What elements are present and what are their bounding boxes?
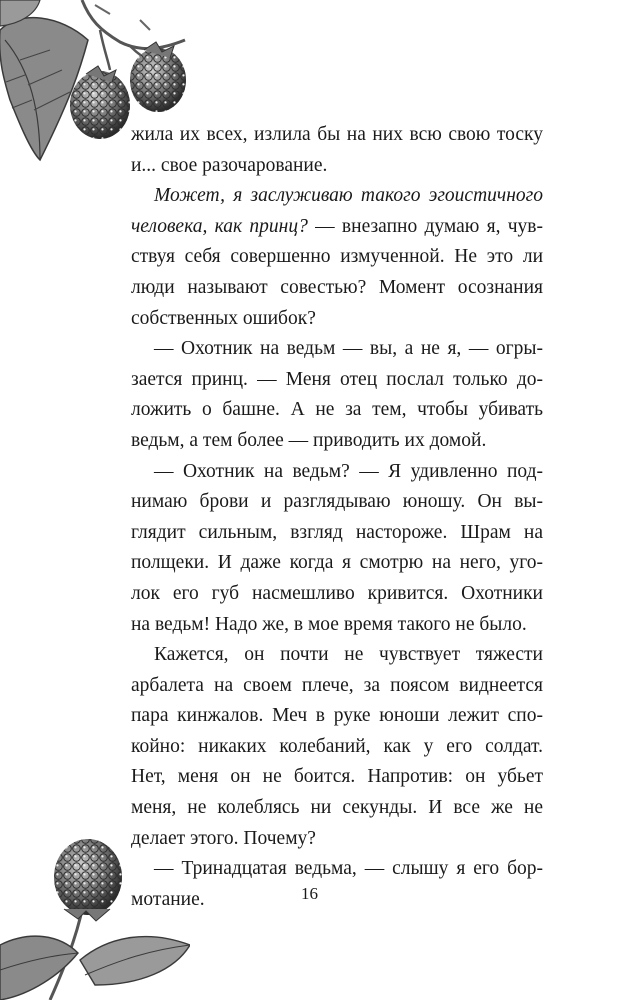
line-text: ствуя себя совершенно измученной. Не это ли [131, 246, 543, 268]
line-text: глядит сильным, взгляд настороже. Шрам на [131, 521, 543, 543]
line-text: — внезапно думаю я, чув- [307, 215, 543, 237]
page-body-text [131, 120, 543, 915]
line-text: Кажется, он почти не чувствует тяжести [154, 644, 543, 666]
line-text: койно: никаких колебаний, как у его солдат. [131, 735, 543, 757]
line-text: — Охотник на ведьм — вы, а не я, — огры- [154, 338, 543, 360]
text-line [131, 854, 543, 885]
line-text: зается принц. — Меня отец послал только до- [131, 368, 543, 390]
text-line [131, 426, 543, 457]
text-line [131, 610, 543, 641]
text-line [131, 640, 543, 671]
line-text: лок его губ насмешливо кривится. Охотники [131, 582, 543, 604]
text-line [131, 212, 543, 243]
line-text: ложить о башне. А не за тем, чтобы убивать [131, 399, 543, 421]
text-line [131, 151, 543, 182]
line-text: люди называют совестью? Момент осознания [131, 276, 543, 298]
page-number: 16 [301, 884, 318, 903]
text-line [131, 732, 543, 763]
italic-text: Может, я заслуживаю такого эгоистичного [154, 185, 543, 207]
line-text: полщеки. И даже когда я смотрю на него, уго- [131, 552, 543, 574]
line-text: ведьм, а тем более — приводить их домой. [131, 429, 487, 451]
line-text: собственных ошибок? [131, 307, 316, 329]
text-line [131, 824, 543, 855]
line-text: на ведьм! Надо же, в мое время такого не было. [131, 613, 527, 635]
line-text: Нет, меня он не боится. Напротив: он убьет [131, 766, 543, 788]
text-line [131, 395, 543, 426]
line-text: — Тринадцатая ведьма, — слышу я его бор- [154, 858, 543, 880]
line-text: нимаю брови и разглядываю юношу. Он вы- [131, 491, 543, 513]
text-line [131, 181, 543, 212]
text-line [131, 487, 543, 518]
text-line [131, 120, 543, 151]
text-line [131, 762, 543, 793]
text-line [131, 701, 543, 732]
line-text: меня, не колеблясь ни секунды. И все же не [131, 797, 543, 819]
italic-text: человека, как принц? [131, 215, 308, 237]
text-line [131, 671, 543, 702]
text-line [131, 457, 543, 488]
text-line [131, 518, 543, 549]
line-text: мотание. [131, 888, 205, 910]
text-line [131, 579, 543, 610]
text-line [131, 548, 543, 579]
text-line [131, 793, 543, 824]
line-text: жила их всех, излила бы на них всю свою тоску [131, 124, 543, 145]
text-line [131, 365, 543, 396]
line-text: пара кинжалов. Меч в руке юноши лежит спо- [131, 705, 543, 727]
text-line [131, 334, 543, 365]
text-line [131, 304, 543, 335]
line-text: арбалета на своем плече, за поясом виднеется [131, 674, 543, 696]
line-text: делает этого. Почему? [131, 827, 316, 849]
text-line [131, 273, 543, 304]
text-line [131, 242, 543, 273]
line-text: — Охотник на ведьм? — Я удивленно под- [154, 460, 543, 482]
line-text: и... свое разочарование. [131, 154, 328, 176]
